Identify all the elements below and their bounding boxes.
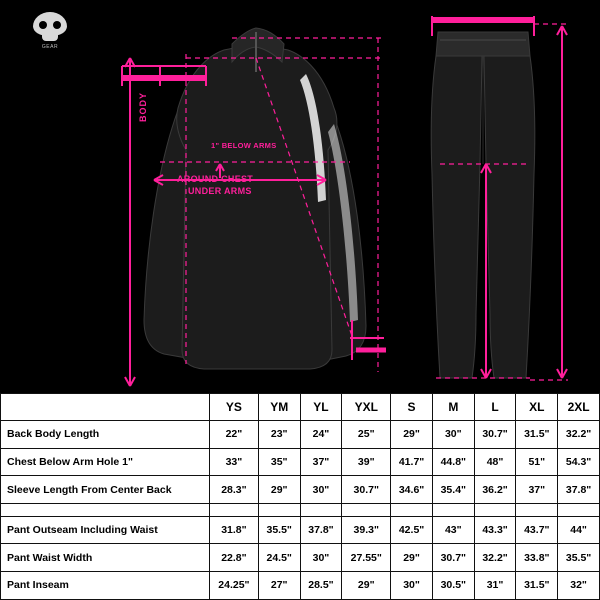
- cell: 44": [558, 516, 600, 544]
- cell: 37": [516, 476, 558, 504]
- header-l: L: [474, 394, 516, 421]
- cell: 29": [391, 544, 433, 572]
- cell: 30.7": [474, 421, 516, 449]
- cell: 51": [516, 448, 558, 476]
- cell: 35.4": [432, 476, 474, 504]
- row-label: Sleeve Length From Center Back: [1, 476, 210, 504]
- pants-illustration: [410, 14, 580, 392]
- cell: 27.55": [342, 544, 391, 572]
- size-chart-table-area: [0, 393, 600, 600]
- table-spacer-row: [1, 504, 600, 517]
- cell: 31.5": [516, 421, 558, 449]
- cell: 44.8": [432, 448, 474, 476]
- header-2xl: 2XL: [558, 394, 600, 421]
- cell: 29": [391, 421, 433, 449]
- cell: 31.5": [516, 572, 558, 600]
- cell: 33.8": [516, 544, 558, 572]
- jacket-illustration: [120, 20, 390, 390]
- cell: 30": [300, 544, 342, 572]
- cell: 41.7": [391, 448, 433, 476]
- header-yxl: YXL: [342, 394, 391, 421]
- cell: 35.5": [258, 516, 300, 544]
- cell: 22": [210, 421, 259, 449]
- row-label: Pant Inseam: [1, 572, 210, 600]
- cell: 37.8": [300, 516, 342, 544]
- cell: 43": [432, 516, 474, 544]
- header-xl: XL: [516, 394, 558, 421]
- cell: 36.2": [474, 476, 516, 504]
- row-label: Back Body Length: [1, 421, 210, 449]
- cell: 30.5": [432, 572, 474, 600]
- cell: 48": [474, 448, 516, 476]
- label-around-chest: AROUND CHEST: [177, 174, 254, 184]
- label-below-arms: 1" BELOW ARMS: [211, 141, 277, 150]
- cell: 29": [342, 572, 391, 600]
- cell: 54.3": [558, 448, 600, 476]
- cell: 30": [391, 572, 433, 600]
- cell: 34.6": [391, 476, 433, 504]
- header-s: S: [391, 394, 433, 421]
- brand-name: GEAR: [41, 44, 59, 50]
- row-label: Pant Outseam Including Waist: [1, 516, 210, 544]
- row-label: Pant Waist Width: [1, 544, 210, 572]
- header-m: M: [432, 394, 474, 421]
- header-measurement: [1, 394, 210, 421]
- cell: 32.2": [474, 544, 516, 572]
- cell: 32.2": [558, 421, 600, 449]
- cell: 43.7": [516, 516, 558, 544]
- header-yl: YL: [300, 394, 342, 421]
- header-ym: YM: [258, 394, 300, 421]
- table-row: [1, 476, 600, 504]
- cell: 43.3": [474, 516, 516, 544]
- cell: 23": [258, 421, 300, 449]
- cell: 30": [300, 476, 342, 504]
- cell: 30.7": [342, 476, 391, 504]
- cell: 33": [210, 448, 259, 476]
- size-chart-table: [0, 393, 600, 600]
- cell: 35": [258, 448, 300, 476]
- label-body: BODY: [138, 92, 148, 123]
- cell: 28.3": [210, 476, 259, 504]
- cell: 37": [300, 448, 342, 476]
- cell: 35.5": [558, 544, 600, 572]
- cell: 31.8": [210, 516, 259, 544]
- table-header-row: [1, 394, 600, 421]
- cell: 22.8": [210, 544, 259, 572]
- cell: 29": [258, 476, 300, 504]
- brand-logo: [14, 8, 86, 54]
- table-row: [1, 544, 600, 572]
- cell: 37.8": [558, 476, 600, 504]
- cell: 24.5": [258, 544, 300, 572]
- table-row: [1, 421, 600, 449]
- cell: 42.5": [391, 516, 433, 544]
- table-row: [1, 572, 600, 600]
- table-row: [1, 516, 600, 544]
- cell: 30.7": [432, 544, 474, 572]
- cell: 24": [300, 421, 342, 449]
- cell: 30": [432, 421, 474, 449]
- cell: 39.3": [342, 516, 391, 544]
- cell: 24.25": [210, 572, 259, 600]
- cell: 32": [558, 572, 600, 600]
- cell: 25": [342, 421, 391, 449]
- cell: 28.5": [300, 572, 342, 600]
- label-under-arms: UNDER ARMS: [188, 186, 252, 196]
- cell: 39": [342, 448, 391, 476]
- cell: 27": [258, 572, 300, 600]
- table-row: [1, 448, 600, 476]
- row-label: Chest Below Arm Hole 1": [1, 448, 210, 476]
- cell: 31": [474, 572, 516, 600]
- header-ys: YS: [210, 394, 259, 421]
- skull-logo-icon: [33, 12, 67, 36]
